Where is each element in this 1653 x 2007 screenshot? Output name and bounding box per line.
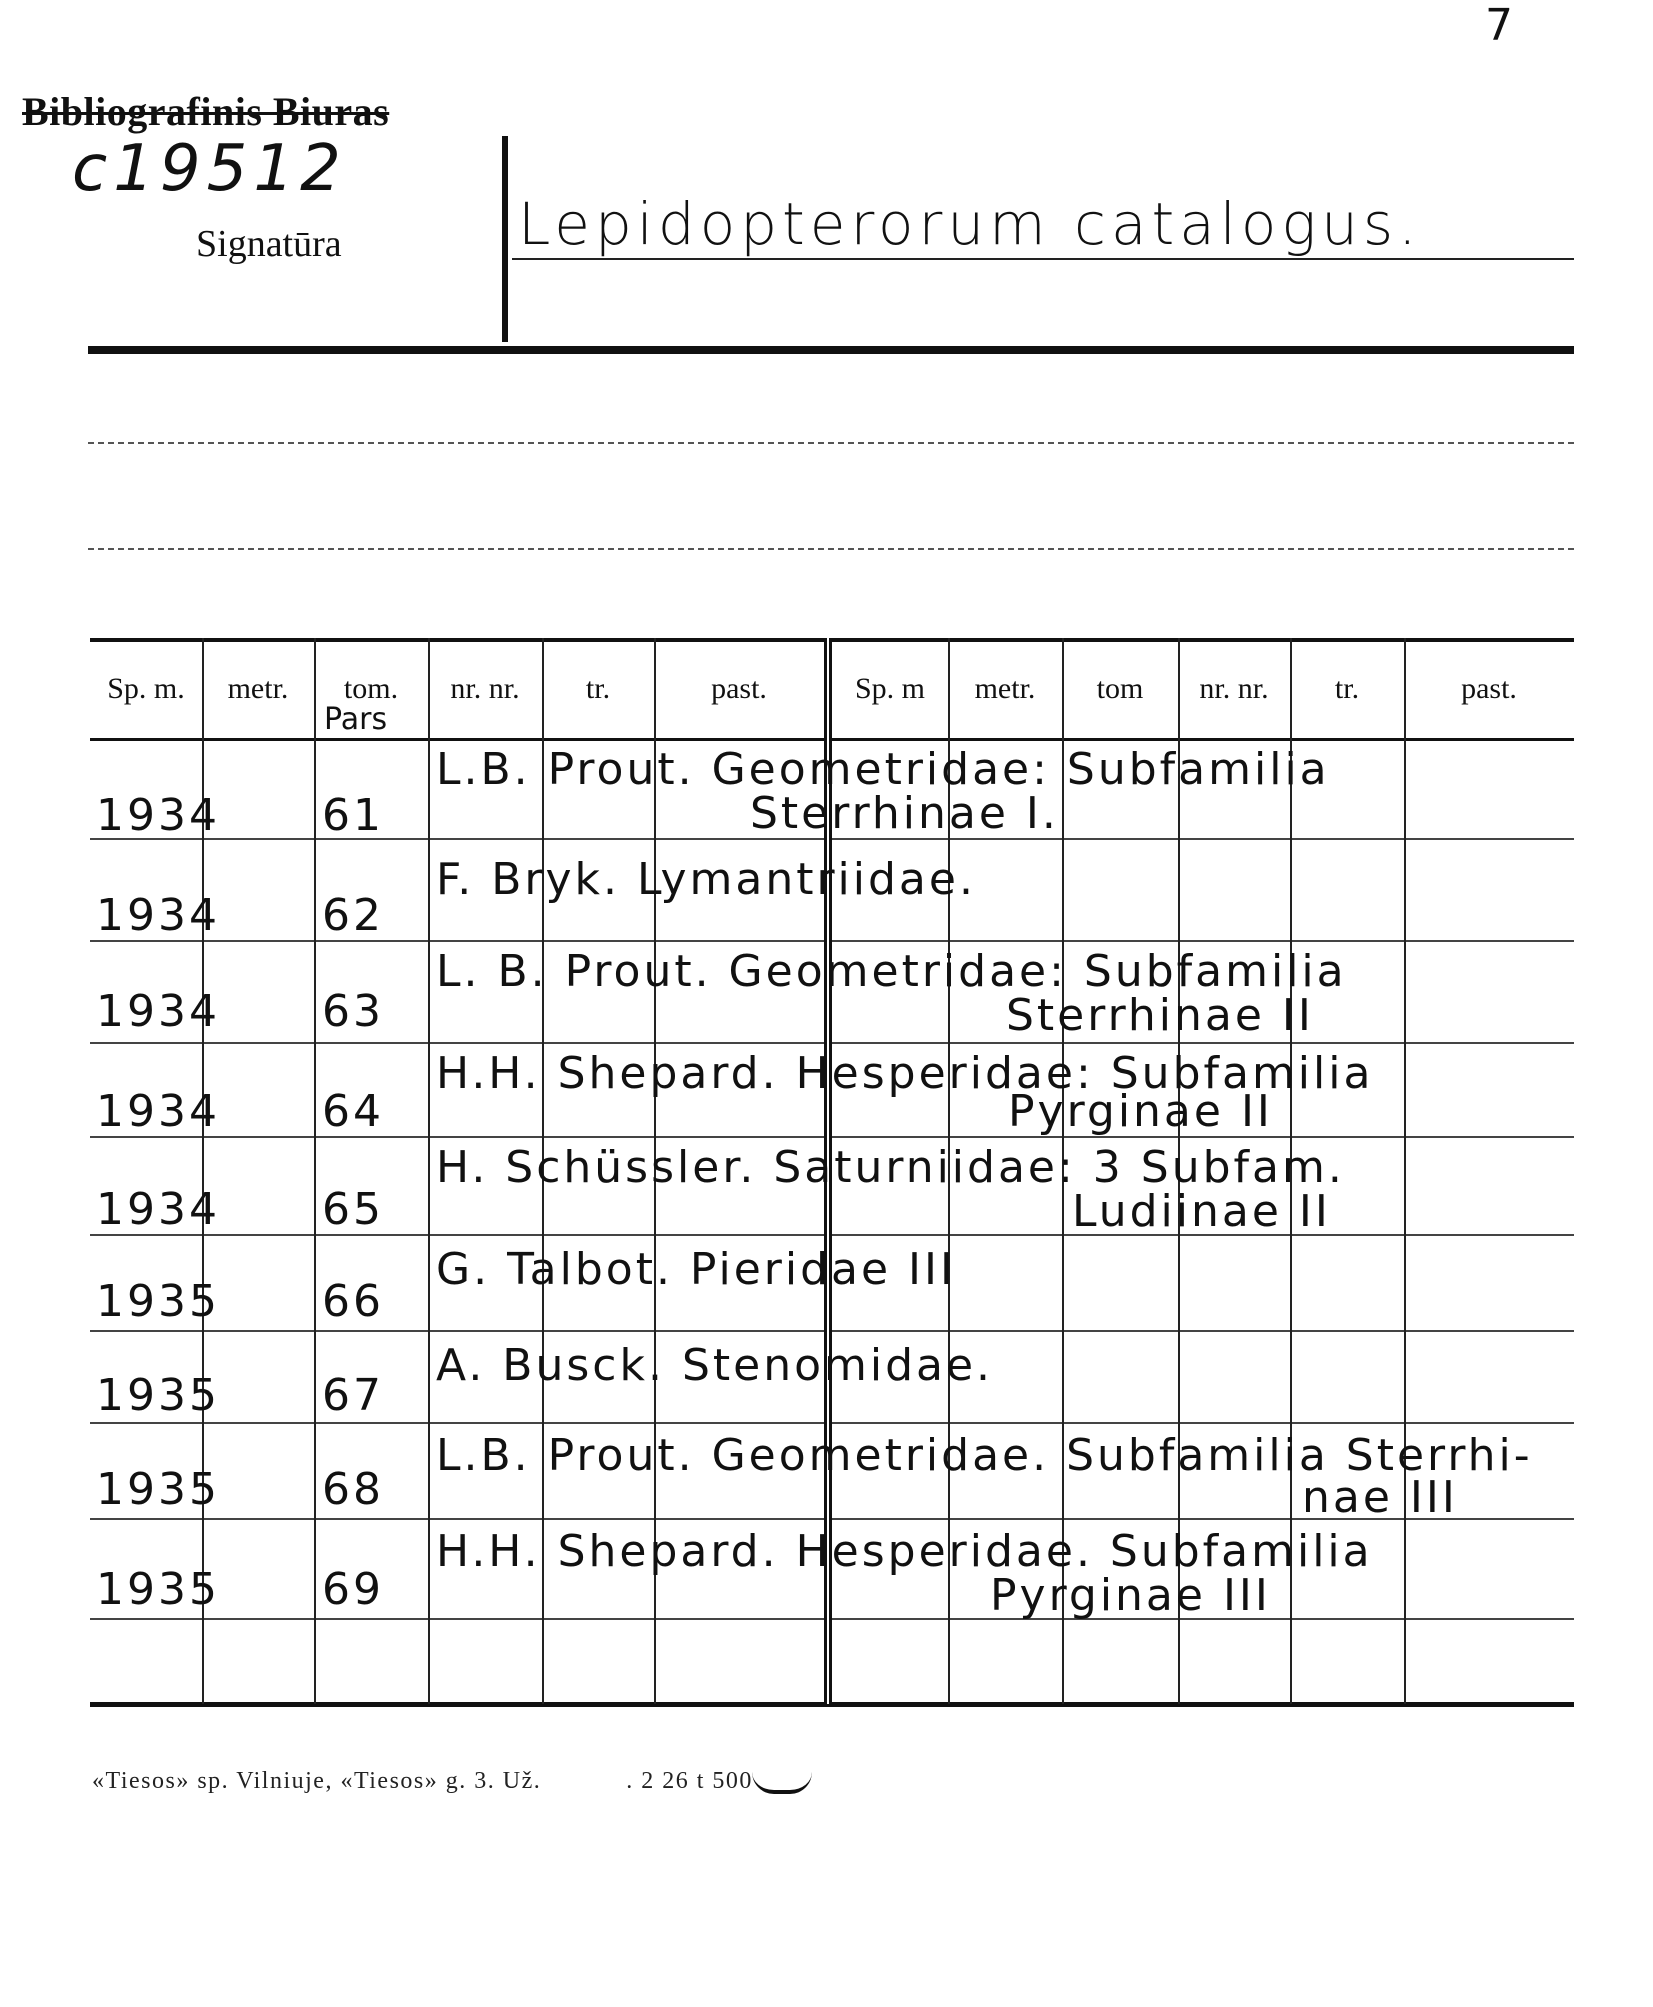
printer-code: . 2 26 t 500 [626, 1768, 753, 1794]
title-divider [502, 136, 508, 342]
row-separator [90, 1136, 1574, 1138]
row-entry: L.B. Prout. Geometridae: Subfamilia [436, 744, 1330, 795]
printer-footer [92, 1768, 753, 1795]
footer-mark [752, 1772, 812, 1794]
column-rule [314, 638, 316, 1704]
row-year: 1934 [96, 890, 220, 941]
row-entry: F. Bryk. Lymantriidae. [436, 854, 976, 905]
row-year: 1934 [96, 986, 220, 1037]
row-separator [90, 1330, 1574, 1332]
corner-mark: 7 [1485, 0, 1516, 51]
row-entry: H.H. Shepard. Hesperidae. Subfamilia [436, 1526, 1373, 1577]
row-entry-cont: nae III [1302, 1472, 1458, 1523]
blank-line-2 [88, 548, 1574, 550]
signature-number: c19512 [72, 132, 347, 206]
row-entry: A. Busck. Stenomidae. [436, 1340, 994, 1391]
row-entry: G. Talbot. Pieridae III [436, 1244, 956, 1295]
row-entry-cont: Pyrginae III [990, 1570, 1271, 1621]
row-tom: 65 [322, 1184, 384, 1235]
row-tom: 62 [322, 890, 384, 941]
signature-label: Signatūra [196, 223, 342, 265]
row-entry-cont: Pyrginae II [1008, 1086, 1273, 1137]
column-rule [1404, 638, 1406, 1704]
header-rule [88, 346, 1574, 354]
row-year: 1934 [96, 1086, 220, 1137]
printer-text: «Tiesos» sp. Vilniuje, «Tiesos» g. 3. Už. [92, 1768, 542, 1794]
row-entry: L. B. Prout. Geometridae: Subfamilia [436, 946, 1347, 997]
row-entry: H.H. Shepard. Hesperidae: Subfamilia [436, 1048, 1374, 1099]
catalog-title: Lepidopterorum catalogus. [518, 190, 1422, 258]
header-tom-2: tom [1096, 672, 1144, 705]
header-tr: tr. [585, 672, 611, 705]
header-pars: Pars [324, 702, 388, 737]
row-separator [90, 940, 1574, 942]
row-separator [90, 1234, 1574, 1236]
catalog-table [90, 638, 1574, 1710]
row-year: 1935 [96, 1464, 220, 1515]
header-sp-m-2: Sp. m [854, 672, 926, 705]
row-year: 1935 [96, 1370, 220, 1421]
title-underline [512, 258, 1574, 260]
table-header-rule [90, 738, 1574, 741]
row-separator [90, 1422, 1574, 1424]
row-entry-cont: Ludiinae II [1072, 1186, 1331, 1237]
row-year: 1935 [96, 1564, 220, 1615]
column-rule [428, 638, 430, 1704]
blank-line-1 [88, 442, 1574, 444]
bureau-name: Bibliografinis Biuras [22, 89, 390, 134]
header-nrnr-2: nr. nr. [1199, 672, 1269, 705]
table-bottom-rule [90, 1702, 1574, 1707]
row-separator [90, 1042, 1574, 1044]
row-tom: 64 [322, 1086, 384, 1137]
row-entry-cont: Sterrhinae II [1006, 990, 1314, 1041]
header-past-2: past. [1461, 672, 1517, 705]
row-tom: 67 [322, 1370, 384, 1421]
header-metr-2: metr. [974, 672, 1036, 705]
row-tom: 68 [322, 1464, 384, 1515]
header-tom: tom. [343, 672, 399, 705]
row-entry-cont: Sterrhinae I. [750, 788, 1059, 839]
header-nrnr: nr. nr. [450, 672, 520, 705]
row-year: 1934 [96, 790, 220, 841]
row-separator [90, 1618, 1574, 1620]
row-tom: 61 [322, 790, 384, 841]
row-tom: 63 [322, 986, 384, 1037]
header-metr: metr. [227, 672, 289, 705]
row-year: 1935 [96, 1276, 220, 1327]
row-tom: 66 [322, 1276, 384, 1327]
header-past: past. [711, 672, 767, 705]
row-year: 1934 [96, 1184, 220, 1235]
header-tr-2: tr. [1334, 672, 1360, 705]
row-entry: L.B. Prout. Geometridae. Subfamilia Sterrhi- [436, 1430, 1533, 1481]
row-tom: 69 [322, 1564, 384, 1615]
table-top-rule [90, 638, 1574, 642]
row-entry: H. Schüssler. Saturniidae: 3 Subfam. [436, 1142, 1345, 1193]
header-sp-m: Sp. m. [107, 672, 185, 705]
